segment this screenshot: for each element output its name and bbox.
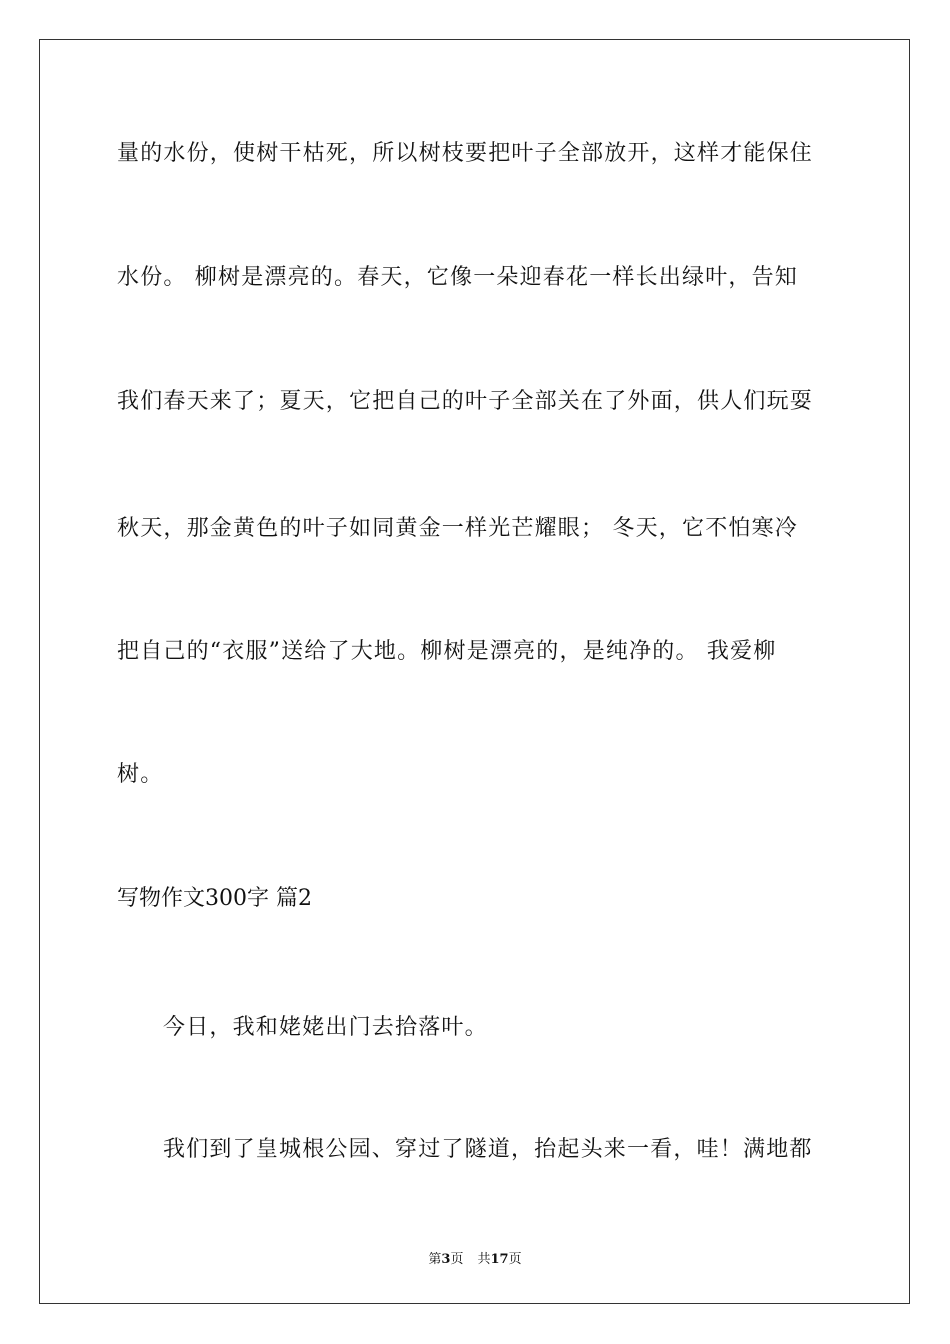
body-text-line: 量的水份，使树干枯死，所以树枝要把叶子全部放开，这样才能保住	[117, 141, 814, 166]
body-text-line: 我们春天来了；夏天，它把自己的叶子全部关在了外面，供人们玩耍	[117, 389, 814, 414]
body-text-line: 秋天，那金黄色的叶子如同黄金一样光芒耀眼； 冬天，它不怕寒冷	[117, 516, 798, 541]
body-text-line: 树。	[117, 762, 164, 787]
page-label-suffix: 页	[450, 1252, 464, 1267]
page-label-prefix: 第	[428, 1252, 442, 1267]
paragraph-text: 今日，我和姥姥出门去拾落叶。	[163, 1015, 488, 1040]
total-pages-number: 17	[490, 1252, 509, 1267]
total-label-prefix: 共	[477, 1252, 491, 1267]
page-border	[39, 39, 910, 1304]
section-heading: 写物作文300字 篇2	[117, 886, 312, 911]
body-text-line: 水份。 柳树是漂亮的。春天，它像一朵迎春花一样长出绿叶，告知	[117, 265, 798, 290]
body-text-line: 把自己的“衣服”送给了大地。柳树是漂亮的，是纯净的。 我爱柳	[117, 639, 777, 664]
paragraph-text: 我们到了皇城根公园、穿过了隧道，抬起头来一看，哇！满地都	[163, 1137, 813, 1162]
current-page-number: 3	[441, 1252, 451, 1267]
page-footer	[0, 1248, 950, 1267]
total-label-suffix: 页	[508, 1252, 522, 1267]
